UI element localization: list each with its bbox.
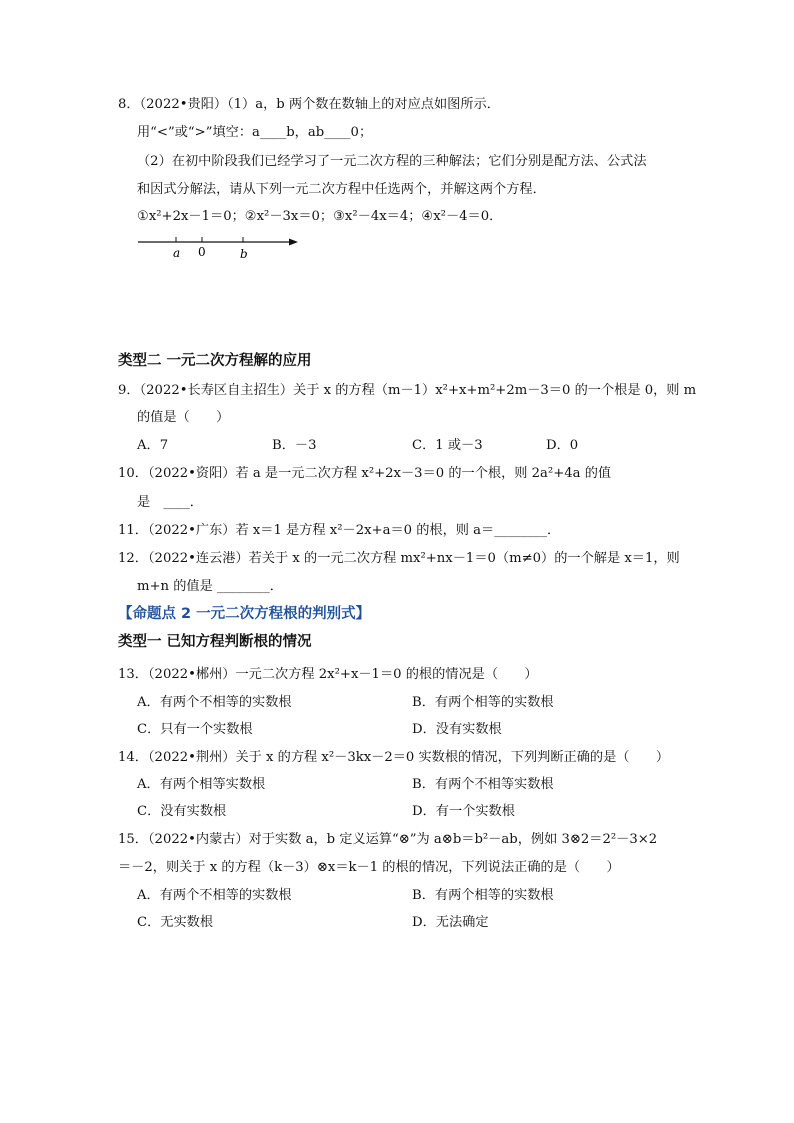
q8-line1: 8．（2022•贵阳）（1）a，b 两个数在数轴上的对应点如图所示． [118,97,500,112]
q15-option-d: D．无法确定 [412,915,489,930]
q13-line1: 13．（2022•郴州）一元二次方程 2x²+x－1＝0 的根的情况是（ ） [118,667,538,682]
q8-line4: 和因式分解法，请从下列一元二次方程中任选两个，并解这两个方程． [137,182,546,197]
label-zero: 0 [198,245,206,259]
q8-line3: （2）在初中阶段我们已经学习了一元二次方程的三种解法；它们分别是配方法、公式法 [137,154,647,169]
q9-option-c: C．1 或－3 [412,438,483,453]
q9-line2: 的值是（ ） [137,410,230,425]
q10-line1: 10．（2022•资阳）若 a 是一元二次方程 x²+2x－3＝0 的一个根，则 2a²+4a 的值 [118,466,612,481]
q9-option-d: D．0 [546,438,579,453]
q14-line1: 14．（2022•荆州）关于 x 的方程 x²－3kx－2＝0 实数根的情况，下列判断正确的是（ ） [118,750,670,765]
q13-option-d: D．没有实数根 [412,722,502,737]
q12-line1: 12．（2022•连云港）若关于 x 的一元二次方程 mx²+nx－1＝0（m≠0）的一个解是 x＝1，则 [118,551,680,566]
label-a: a [173,246,181,260]
section-heading-type2: 类型二 一元二次方程解的应用 [118,353,312,369]
q15-option-b: B．有两个相等的实数根 [412,888,554,903]
label-b: b [240,247,248,261]
q14-option-d: D．有一个实数根 [412,804,515,819]
q8-line2: 用“<”或“>”填空：a____b，ab____0； [137,125,373,140]
q10-line2: 是 ____． [137,495,203,510]
q14-option-b: B．有两个不相等实数根 [412,777,554,792]
number-line-arrow [289,239,298,246]
section-heading-type1: 类型一 已知方程判断根的情况 [118,634,312,650]
q15-option-a: A．有两个不相等的实数根 [137,888,292,903]
q14-option-a: A．有两个相等实数根 [137,777,266,792]
q15-option-c: C．无实数根 [137,915,214,930]
q9-line1: 9．（2022•长寿区自主招生）关于 x 的方程（m－1）x²+x+m²+2m－3＝0 的一个根是 0，则 m [118,383,697,398]
q9-option-b: B．－3 [272,438,317,453]
q13-option-c: C．只有一个实数根 [137,722,253,737]
q13-option-a: A．有两个不相等的实数根 [137,695,292,710]
section-heading-point2: 【命题点 2 一元二次方程根的判别式】 [118,606,371,622]
q12-line2: m+n 的值是 ________． [137,579,283,594]
q15-line2: ＝－2，则关于 x 的方程（k－3）⊗x＝k－1 的根的情况，下列说法正确的是（ ） [118,860,620,875]
q9-option-a: A．7 [137,438,169,453]
q13-option-b: B．有两个相等的实数根 [412,695,554,710]
number-line-diagram [136,236,302,264]
q15-line1: 15．（2022•内蒙古）对于实数 a，b 定义运算“⊗”为 a⊗b＝b²－ab，例如 3⊗2＝2²－3×2 [118,832,658,847]
q8-equations: ①x²+2x－1＝0；②x²－3x＝0；③x²－4x＝4；④x²－4＝0． [137,209,503,224]
q14-option-c: C．没有实数根 [137,804,227,819]
q11-line1: 11．（2022•广东）若 x＝1 是方程 x²－2x+a＝0 的根，则 a＝________． [118,523,561,538]
